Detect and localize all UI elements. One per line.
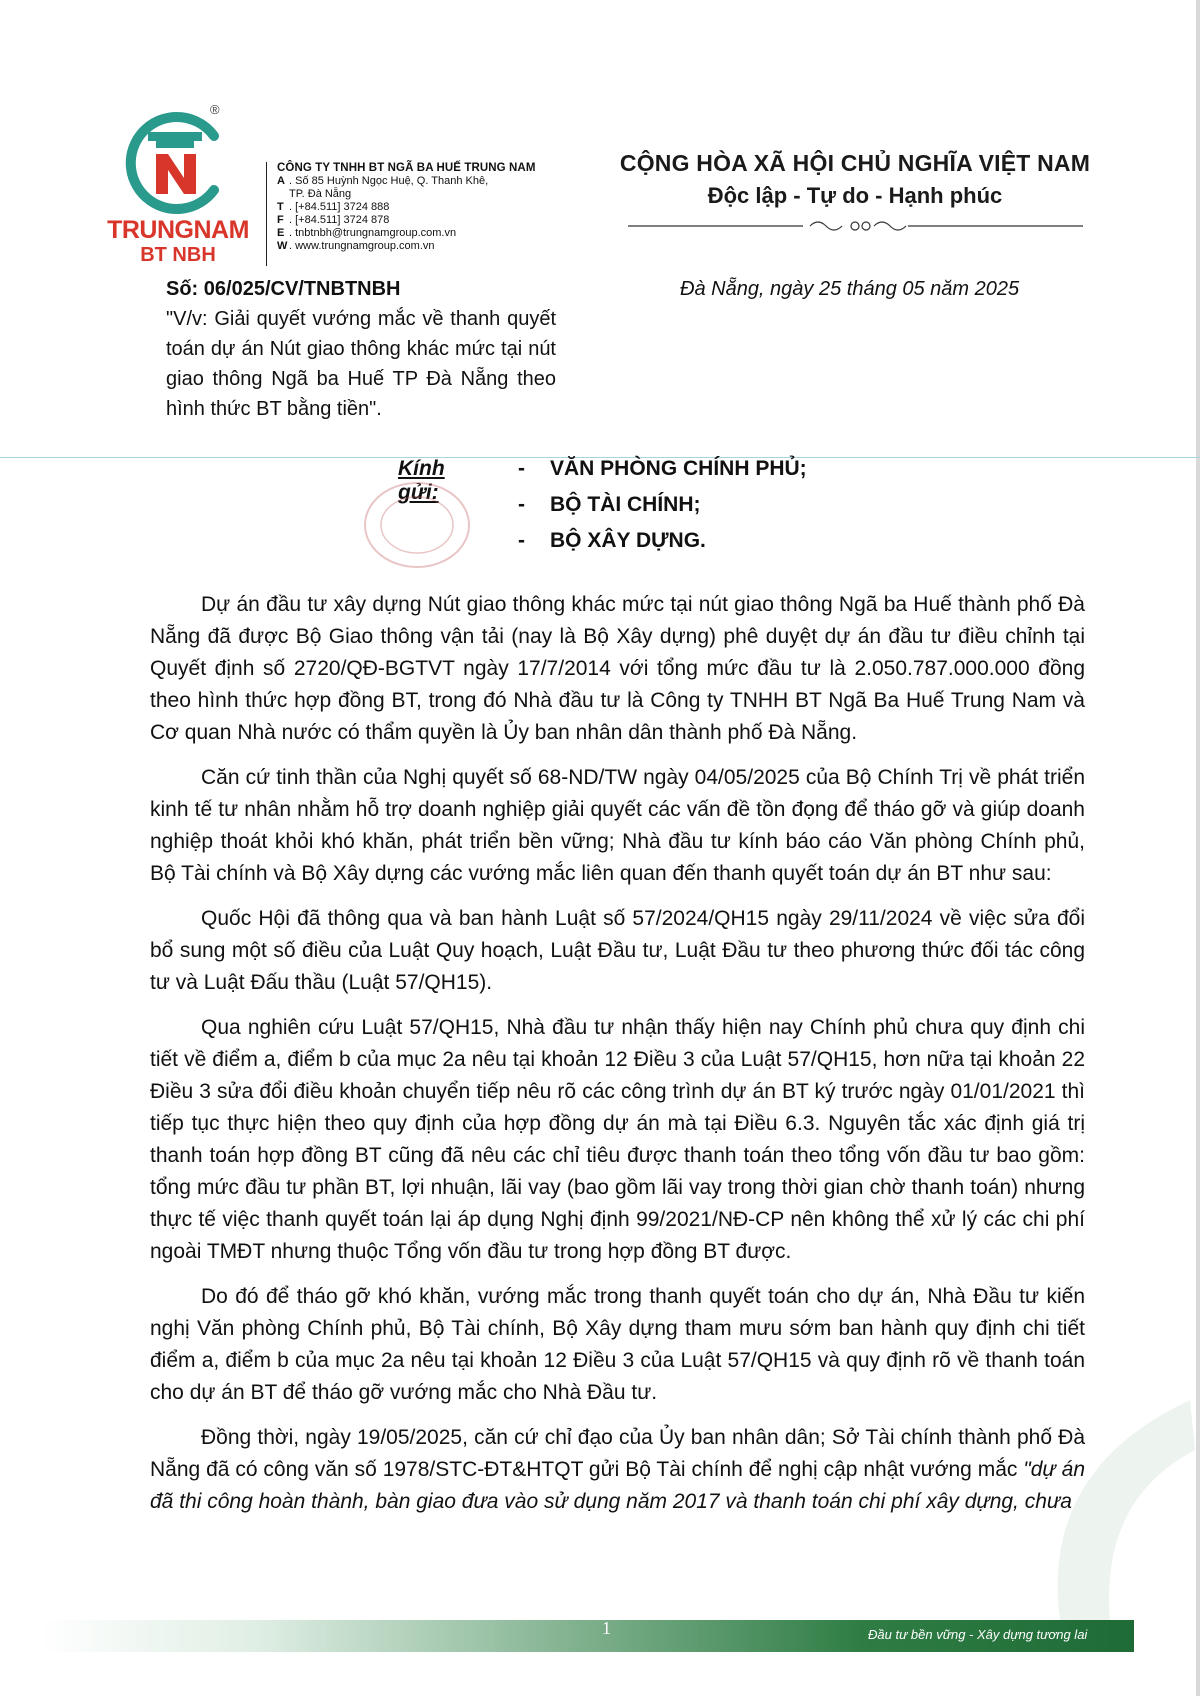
body-paragraph: Qua nghiên cứu Luật 57/QH15, Nhà đầu tư nhận thấy hiện nay Chính phủ chưa quy định chi tiết về điểm a, điểm b của mục 2a nêu tại khoản 12 Điều 3 của Luật 57/QH15, hơn nữa tại khoản 22 Điều 3 sửa đổi điều khoản chuyển tiếp nêu rõ các công trình dự án BT ký trước ngày 01/01/2021 thì tiếp tục thực hiện theo quy định của hợp đồng dự án mà tại Điều 6.3. Nguyên tắc xác định giá trị thanh toán hợp đồng BT cũng đã nêu các chỉ tiêu được thanh toán theo tổng vốn đầu tư bao gồm: tổng mức đầu tư phần BT, lợi nhuận, lãi vay (bao gồm lãi vay trong thời gian chờ thanh toán) nhưng thực tế việc thanh quyết toán lại áp dụng Nghị định 99/2021/NĐ-CP nên không thể xử lý các chi phí ngoài TMĐT nhưng thuộc Tổng vốn đầu tư trong hợp đồng BT được. xyxy=(150,1016,1085,1263)
footer-slogan: Đầu tư bền vững - Xây dựng tương lai xyxy=(868,1627,1088,1642)
company-website: W . www.trungnamgroup.com.vn xyxy=(277,240,435,252)
company-logo xyxy=(98,102,258,268)
company-address-city: TP. Đà Nẵng xyxy=(289,188,352,200)
document-date: Đà Nẵng, ngày 25 tháng 05 năm 2025 xyxy=(680,278,1020,300)
national-title: CỘNG HÒA XÃ HỘI CHỦ NGHĨA VIỆT NAM xyxy=(619,150,1091,176)
body-paragraph: Căn cứ tinh thần của Nghị quyết số 68-ND/TW ngày 04/05/2025 của Bộ Chính Trị về phát triển kinh tế tư nhân nhằm hỗ trợ doanh nghiệp giải quyết các vấn đề tồn đọng để tháo gỡ và giúp doanh nghiệp thoát khỏi khó khăn, phát triển bền vững; Nhà đầu tư kính báo cáo Văn phòng Chính phủ, Bộ Tài chính và Bộ Xây dựng các vướng mắc liên quan đến thanh quyết toán dự án BT như sau: xyxy=(150,766,1085,885)
national-motto: Độc lập - Tự do - Hạnh phúc xyxy=(707,183,1003,208)
recipient-name: BỘ TÀI CHÍNH; xyxy=(550,493,701,516)
logo-subname: BT NBH xyxy=(140,244,216,266)
logo-name: TRUNGNAM xyxy=(107,216,249,244)
body-paragraph: Do đó để tháo gỡ khó khăn, vướng mắc trong thanh quyết toán cho dự án, Nhà Đầu tư kiến nghị Văn phòng Chính phủ, Bộ Tài chính, Bộ Xây dựng tham mưu sớm ban hành quy định chi tiết điểm a, điểm b của mục 2a nêu tại khoản 12 Điều 3 của Luật 57/QH15 và quy định rõ về thanh toán cho dự án BT để tháo gỡ vướng mắc cho Nhà Đầu tư. xyxy=(150,1285,1085,1404)
letter-body xyxy=(150,589,1085,1531)
page-number: 1 xyxy=(602,1618,611,1638)
company-fax: F . [+84.511] 3724 878 xyxy=(277,214,390,226)
document-number: Số: 06/025/CV/TNBTNBH xyxy=(166,278,401,300)
body-paragraph: Quốc Hội đã thông qua và ban hành Luật số 57/2024/QH15 ngày 29/11/2024 về việc sửa đổi bổ sung một số điều của Luật Quy hoạch, Luật Đầu tư, Luật Đầu tư theo phương thức đối tác công tư và Luật Đấu thầu (Luật 57/QH15). xyxy=(150,907,1085,994)
recipient-dash: - xyxy=(518,529,525,552)
background-swoosh-icon xyxy=(1020,1390,1200,1630)
company-phone: T . [+84.511] 3724 888 xyxy=(277,201,390,213)
ornament-divider-icon xyxy=(628,214,1083,234)
body-paragraph xyxy=(150,1422,1085,1518)
quoted-text: "dự án đã thi công hoàn thành, bàn giao đưa vào sử dụng năm 2017 và thanh toán chi phí xây dựng, chưa xyxy=(150,1458,1085,1513)
national-header xyxy=(610,150,1100,209)
company-email: E . tnbtnbh@trungnamgroup.com.vn xyxy=(277,227,457,239)
company-address: A . Số 85 Huỳnh Ngọc Huệ, Q. Thanh Khê, xyxy=(277,175,489,187)
recipient-name: VĂN PHÒNG CHÍNH PHỦ; xyxy=(550,457,807,480)
company-name: CÔNG TY TNHH BT NGÃ BA HUẾ TRUNG NAM xyxy=(277,162,536,174)
document-subject: "V/v: Giải quyết vướng mắc về thanh quyết toán dự án Nút giao thông khác mức tại nút giao thông Ngã ba Huế TP Đà Nẵng theo hình thức BT bằng tiền". xyxy=(166,308,556,420)
recipients-label: Kính gửi: xyxy=(398,457,445,504)
recipient-dash: - xyxy=(518,457,525,480)
paragraph-lead: Đồng thời, ngày 19/05/2025, căn cứ chỉ đạo của Ủy ban nhân dân; Sở Tài chính thành phố Đà Nẵng đã có công văn số 1978/STC-ĐT&HTQT gửi Bộ Tài chính để nghị cập nhật vướng mắc xyxy=(150,1426,1085,1481)
body-paragraph: Dự án đầu tư xây dựng Nút giao thông khác mức tại nút giao thông Ngã ba Huế thành phố Đà Nẵng đã được Bộ Giao thông vận tải (nay là Bộ Xây dựng) phê duyệt dự án đầu tư điều chỉnh tại Quyết định số 2720/QĐ-BGTVT ngày 17/7/2014 với tổng mức đầu tư là 2.050.787.000.000 đồng theo hình thức hợp đồng BT, trong đó Nhà đầu tư là Công ty TNHH BT Ngã Ba Huế Trung Nam và Cơ quan Nhà nước có thẩm quyền là Ủy ban nhân dân thành phố Đà Nẵng. xyxy=(150,593,1085,744)
recipient-name: BỘ XÂY DỰNG. xyxy=(550,529,706,552)
recipient-dash: - xyxy=(518,493,525,516)
faint-stamp-icon xyxy=(362,480,472,570)
company-info xyxy=(266,162,577,266)
registered-mark: ® xyxy=(210,102,220,117)
trungnam-logo-icon xyxy=(118,108,228,218)
